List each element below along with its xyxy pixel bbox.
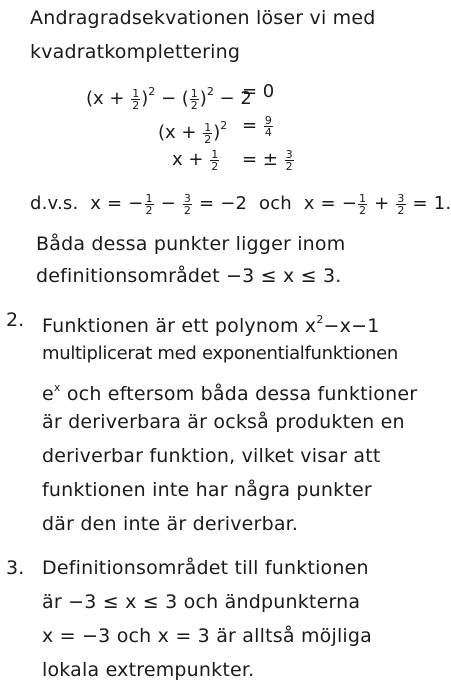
equation-3-lhs: x + $\frac{1}{2}$ xyxy=(172,147,219,173)
item-3-line-2: är −3 ≤ x ≤ 3 och ändpunkterna xyxy=(42,591,361,613)
eq1-exponent: 2 xyxy=(148,85,156,98)
intro-line-2: kvadratkomplettering xyxy=(30,41,241,63)
fraction-half: $\frac{1}{2}$ xyxy=(359,191,367,217)
fraction-half: $\frac{1}{2}$ xyxy=(204,120,212,146)
e-exponent: x xyxy=(53,381,61,394)
och-word: och xyxy=(259,193,292,214)
fraction-half: $\frac{1}{2}$ xyxy=(190,86,198,112)
equation-1-lhs xyxy=(86,80,252,111)
equation-1-rhs: = 0 xyxy=(242,81,275,102)
equation-2-lhs xyxy=(158,114,227,145)
item-2-line-6: funktionen inte har några punkter xyxy=(42,479,372,501)
item-3-line-1: Definitionsområdet till funktionen xyxy=(42,557,369,579)
item-2-line-2: multiplicerat med exponentialfunktionen xyxy=(42,343,399,364)
eq1-minus-two: − 2 xyxy=(213,88,252,109)
dvs-label: d.v.s. xyxy=(30,193,79,214)
fraction-three-halves: $\frac{3}{2}$ xyxy=(183,191,192,217)
item-2-line-5: deriverbar funktion, vilket visar att xyxy=(42,445,381,467)
fraction-half: $\frac{1}{2}$ xyxy=(211,147,219,173)
item-3-number: 3. xyxy=(6,557,25,579)
fraction-half: $\frac{1}{2}$ xyxy=(132,86,140,112)
item-2-number: 2. xyxy=(6,309,25,331)
item-3-line-3: x = −3 och x = 3 är alltså möjliga xyxy=(42,625,373,647)
item-2-line-1: Funktionen är ett polynom $x^2-x-1$ xyxy=(42,313,380,337)
eq1-close: ) xyxy=(141,88,149,109)
fraction-half: $\frac{1}{2}$ xyxy=(145,191,153,217)
conclusion-line-2: definitionsområdet −3 ≤ x ≤ 3. xyxy=(36,265,342,287)
item-3-line-4: lokala extrempunkter. xyxy=(42,659,255,681)
fraction-nine-fourths: $\frac{9}{4}$ xyxy=(264,113,272,139)
fraction-three-halves: $\frac{3}{2}$ xyxy=(285,147,293,173)
eq2-exponent: 2 xyxy=(220,119,228,132)
conclusion-line-1: Båda dessa punkter ligger inom xyxy=(36,233,346,255)
solutions-line: d.v.s. x = − $\frac{1}{2}$ − $\frac{3}{2}$ = −2 och x = − $\frac{1}{2}$ + $\frac{3}{2}$ = 1. xyxy=(30,191,451,217)
eq1-minus-open: − ( xyxy=(155,88,189,109)
x-squared-exponent: 2 xyxy=(316,313,324,326)
eq1-exponent-2: 2 xyxy=(206,85,214,98)
intro-line-1: Andragradsekvationen löser vi med xyxy=(30,7,376,29)
equation-2-rhs: = $\frac{9}{4}$ xyxy=(242,113,272,139)
item-2-line-3: $e^x$ och eftersom båda dessa funktioner xyxy=(42,381,418,405)
eq1-open: (x + xyxy=(86,88,131,109)
eq1-close-2: ) xyxy=(199,88,207,109)
equation-3-rhs: = ± $\frac{3}{2}$ xyxy=(242,147,293,173)
item-2-line-7: där den inte är deriverbar. xyxy=(42,513,299,535)
eq2-close: ) xyxy=(213,122,221,143)
fraction-three-halves: $\frac{3}{2}$ xyxy=(397,191,405,217)
item-2-line-4: är deriverbara är också produkten en xyxy=(42,411,405,433)
eq2-open: (x + xyxy=(158,122,203,143)
